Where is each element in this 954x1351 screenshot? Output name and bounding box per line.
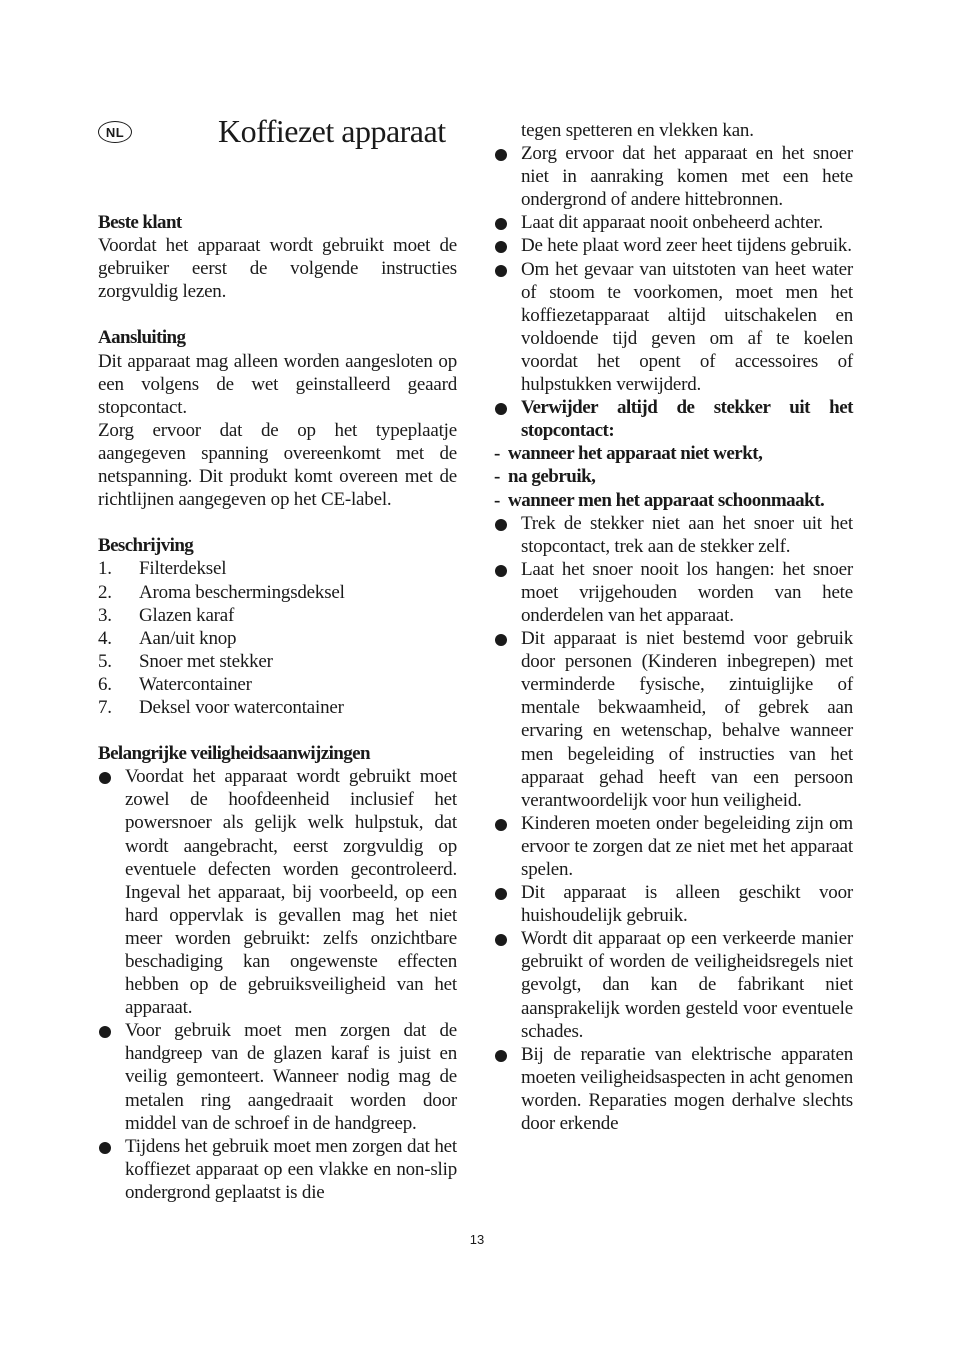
list-item: Zorg ervoor dat het apparaat en het snoer niet in aanraking komen met een hete ondergrond of andere hittebronnen. bbox=[494, 142, 853, 211]
bullet-icon bbox=[99, 1026, 111, 1038]
connection-paragraph-1: Dit apparaat mag alleen worden aangesloten op een volgens de wet geinstalleerd geaard stopcontact. bbox=[98, 350, 457, 418]
list-item: Om het gevaar van uitstoten van heet water of stoom te voorkomen, moet men het koffiezetapparaat altijd uitschakelen en voldoende tijd geven om af te koelen voordat het opent of accessoires of hulpstukken verwijderd. bbox=[494, 258, 853, 397]
list-item: Voor gebruik moet men zorgen dat de handgreep van de glazen karaf is juist en veilig gemonteert. Wanneer nodig mag de metalen ring aangedraait worden door middel van de schroef in de handgreep. bbox=[98, 1019, 457, 1134]
list-item: 7. Deksel voor watercontainer bbox=[98, 696, 344, 718]
page-title: Koffiezet apparaat bbox=[218, 113, 446, 149]
unplug-heading: Verwijder altijd de stekker uit het stopcontact: bbox=[521, 397, 853, 442]
bullet-icon bbox=[495, 934, 507, 946]
list-item: Dit apparaat is niet bestemd voor gebruik door personen (Kinderen inbegrepen) met verminderde fysische, zintuiglijke of mentale bekwaamheid, of gebrek aan ervaring en wetenschap, behalve wanneer men begeleiding of instructies van het apparaat gehad heeft van een persoon verantwoordelijk voor hun veiligheid. bbox=[494, 627, 853, 812]
section-heading-beschrijving: Beschrijving bbox=[98, 535, 194, 557]
list-item: 4. Aan/uit knop bbox=[98, 627, 237, 649]
bullet-icon bbox=[495, 819, 507, 831]
bullet-icon bbox=[495, 1050, 507, 1062]
bullet-icon bbox=[495, 218, 507, 230]
list-item: De hete plaat word zeer heet tijdens gebruik. bbox=[494, 234, 853, 257]
list-item: Tijdens het gebruik moet men zorgen dat het koffiezet apparaat op een vlakke en non-slip ondergrond geplaatst is die bbox=[98, 1135, 457, 1204]
bullet-icon bbox=[495, 634, 507, 646]
list-item: 5. Snoer met stekker bbox=[98, 650, 273, 672]
description-list bbox=[98, 557, 457, 719]
intro-paragraph: Voordat het apparaat wordt gebruikt moet de gebruiker eerst de volgende instructies zorgvuldig lezen. bbox=[98, 235, 457, 303]
page-number: 13 bbox=[469, 1232, 485, 1247]
list-item bbox=[494, 396, 853, 442]
language-badge: NL bbox=[98, 121, 132, 143]
list-item: Bij de reparatie van elektrische apparaten moeten veiligheidsaspecten in acht genomen worden. Reparaties mogen derhalve slechts door erkende bbox=[494, 1043, 853, 1135]
safety-list-right-b bbox=[494, 512, 853, 1136]
bullet-icon bbox=[495, 565, 507, 577]
list-item: - wanneer men het apparaat schoonmaakt. bbox=[494, 489, 825, 511]
bullet-icon bbox=[495, 241, 507, 253]
bullet-icon bbox=[495, 265, 507, 277]
list-item: Kinderen moeten onder begeleiding zijn om ervoor te zorgen dat ze niet met het apparaat spelen. bbox=[494, 812, 853, 881]
list-item: Laat het snoer nooit los hangen: het snoer moet vrijgehouden worden van hete onderdelen van het apparaat. bbox=[494, 558, 853, 627]
connection-paragraph-2: Zorg ervoor dat de op het typeplaatje aangegeven spanning overeenkomt met de netspanning. Dit produkt komt overeen met de richtlijnen aangegeven op het CE-label. bbox=[98, 419, 457, 511]
left-column bbox=[98, 211, 457, 1204]
list-item: - wanneer het apparaat niet werkt, bbox=[494, 443, 763, 465]
section-heading-beste-klant: Beste klant bbox=[98, 212, 182, 233]
safety-list-left bbox=[98, 765, 457, 1204]
list-item: - na gebruik, bbox=[494, 466, 596, 488]
list-item: 6. Watercontainer bbox=[98, 673, 252, 695]
unplug-sublist bbox=[494, 442, 853, 511]
continued-text: tegen spetteren en vlekken kan. bbox=[521, 120, 754, 141]
list-item: Laat dit apparaat nooit onbeheerd achter. bbox=[494, 211, 853, 234]
bullet-icon bbox=[495, 403, 507, 415]
list-item: 2. Aroma beschermingsdeksel bbox=[98, 581, 345, 603]
list-item: 3. Glazen karaf bbox=[98, 604, 235, 626]
list-item: Trek de stekker niet aan het snoer uit het stopcontact, trek aan de stekker zelf. bbox=[494, 512, 853, 558]
bullet-icon bbox=[495, 888, 507, 900]
bullet-icon bbox=[495, 149, 507, 161]
list-item: 1. Filterdeksel bbox=[98, 558, 227, 580]
bullet-icon bbox=[99, 772, 111, 784]
list-item: Wordt dit apparaat op een verkeerde manier gebruikt of worden de veiligheidsregels niet gevolgt, dan kan de fabrikant niet aansprakelijk worden gesteld voor eventuele schades. bbox=[494, 927, 853, 1042]
list-item: Dit apparaat is alleen geschikt voor huishoudelijk gebruik. bbox=[494, 881, 853, 927]
right-column bbox=[494, 119, 853, 1135]
section-heading-aansluiting: Aansluiting bbox=[98, 327, 186, 349]
safety-list-right-a bbox=[494, 142, 853, 442]
bullet-icon bbox=[495, 519, 507, 531]
bullet-icon bbox=[99, 1142, 111, 1154]
section-heading-veiligheid: Belangrijke veiligheidsaanwijzingen bbox=[98, 743, 370, 765]
list-item: Voordat het apparaat wordt gebruikt moet zowel de hoofdeenheid inclusief het powersnoer als gelijk welk hulpstuk, dat wordt aangebracht, eerst zorgvuldig op eventuele defecten worden gecontroleerd. Ingeval het apparaat, bij voorbeeld, op een hard oppervlak is gevallen mag het niet meer worden gebruikt: zelfs onzichtbare beschadiging kan ongewenste effecten hebben op de gebruiksveiligheid van het apparaat. bbox=[98, 765, 457, 1019]
